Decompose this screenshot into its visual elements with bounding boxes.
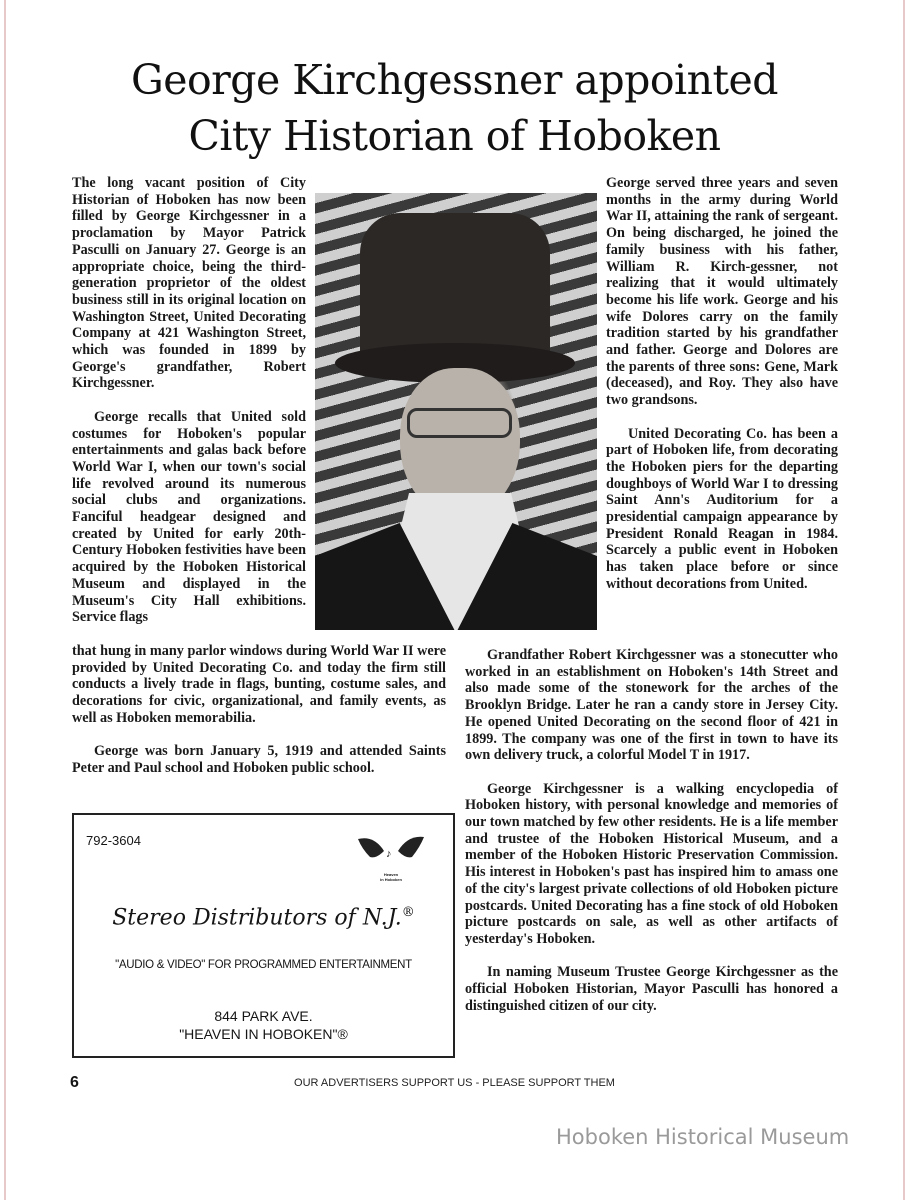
paragraph-recalls: George recalls that United sold costumes for Hoboken's popular entertainments and galas back before World War I, when our town's social life revolved around its numerous social clubs and organizations. Fanciful headgear designed and created by United for early 20th-Century Hoboken festivities have been acquired by the Hoboken Historical Museum and displayed in the Museum's City Hall exhibitions. Service flags (72, 408, 306, 626)
page-edge (4, 0, 6, 1200)
page-number: 6 (70, 1074, 79, 1091)
logo-text-1: Heaven (383, 872, 399, 877)
top-hat (360, 213, 550, 363)
right-lower-column (465, 647, 838, 1031)
title-line-1: George Kirchgessner appointed (130, 56, 779, 104)
business-name: Stereo Distributors of N.J. (112, 905, 402, 931)
paragraph-recalls-cont: that hung in many parlor windows during World War II were provided by United Decorating Co. and today the firm still conducts a lively trade in flags, bunting, costume sales, and decorations for civic, organizational, and family events, as well as Hoboken memorabilia. (72, 643, 446, 726)
ad-tagline: "AUDIO & VIDEO" FOR PROGRAMMED ENTERTAINMENT (115, 959, 412, 971)
footer-text: OUR ADVERTISERS SUPPORT US - PLEASE SUPPORT THEM (294, 1077, 615, 1089)
paragraph-born: George was born January 5, 1919 and attended Saints Peter and Paul school and Hoboken public school. (72, 743, 446, 776)
ad-address: 844 PARK AVE. (214, 1008, 313, 1024)
article-title (40, 52, 869, 164)
title-line-2: City Historian of Hoboken (188, 112, 721, 160)
advertisement (72, 813, 455, 1058)
paragraph-intro: The long vacant position of City Historian of Hoboken has now been filled by George Kirchgessner in a proclamation by Mayor Patrick Pasculli on January 27. George is an appropriate choice, being the third-generation proprietor of the oldest business still in its original location on Washington Street, United Decorating Company at 421 Washington Street, which was founded in 1899 by George's grandfather, Robert Kirchgessner. (72, 175, 306, 392)
ad-slogan: "HEAVEN IN HOBOKEN"® (179, 1026, 348, 1042)
ad-address-block (74, 1007, 453, 1043)
paragraph-naming: In naming Museum Trustee George Kirchgessner as the official Hoboken Historian, Mayor Pasculli has honored a distinguished citizen of our city. (465, 964, 838, 1014)
paragraph-grandfather: Grandfather Robert Kirchgessner was a stonecutter who worked in an establishment on Hoboken's 14th Street and also made some of the stonework for the arches of the Brooklyn Bridge. Later he ran a candy store in Jersey City. He opened United Decorating on the second floor of 421 in 1899. The company was one of the first in town to have its own delivery truck, a colorful Model T in 1917. (465, 647, 838, 764)
ad-phone: 792-3604 (86, 833, 141, 848)
glasses (407, 408, 512, 438)
svg-text:♪: ♪ (386, 848, 392, 860)
paragraph-army: George served three years and seven months in the army during World War II, attaining the rank of sergeant. On being discharged, he joined the family business with his father, William R. Kirch-gessner, not realizing that it would ultimately become his life work. George and his wife Dolores carry on the family tradition started by his grandfather and father. George and Dolores are the parents of three sons: Gene, Mark (deceased), and Roy. They also have two grandsons. (606, 175, 838, 409)
page-edge (903, 0, 905, 1200)
portrait-photo (315, 193, 597, 630)
registered-mark: ® (401, 905, 415, 920)
paragraph-united: United Decorating Co. has been a part of Hoboken life, from decorating the Hoboken piers for the departing doughboys of World War I to dressing Saint Ann's Auditorium for a presidential campaign appearance by President Ronald Reagan in 1984. Scarcely a public event in Hoboken has taken place before or since without decorations from United. (606, 425, 838, 592)
logo-text-2: in Hoboken (380, 877, 402, 882)
wings-icon (356, 833, 426, 867)
paragraph-encyclopedia: George Kirchgessner is a walking encyclopedia of Hoboken history, with personal knowledge and memories of our town matched by few other residents. He is a life member and trustee of the Hoboken Historical Museum, and a member of the Hoboken Historic Preservation Commission. His interest in Hoboken's past has inspired him to amass one of the city's largest private collections of old Hoboken picture postcards. United Decorating has a fine stock of old Hoboken picture postcards on sale, as well as other artifacts of yesterday's Hoboken. (465, 780, 838, 947)
ad-business-name (74, 905, 453, 930)
watermark: Hoboken Historical Museum (556, 1125, 850, 1149)
right-column (606, 175, 838, 609)
left-column (72, 175, 306, 626)
winged-logo (355, 833, 427, 882)
left-lower-column (72, 643, 446, 793)
